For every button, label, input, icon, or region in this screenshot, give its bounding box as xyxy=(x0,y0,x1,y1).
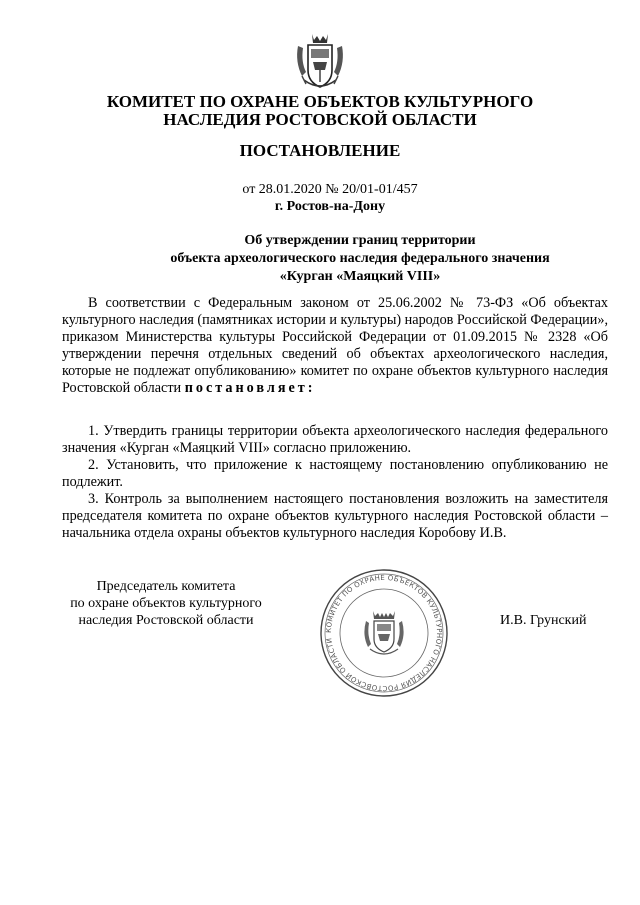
seal-ring-text: КОМИТЕТ ПО ОХРАНЕ ОБЪЕКТОВ КУЛЬТУРНОГО НАСЛЕДИЯ РОСТОВСКОЙ ОБЛАСТИ xyxy=(324,573,444,693)
signatory-position xyxy=(50,578,282,629)
resolution-item-3: 3. Контроль за выполнением настоящего постановления возложить на заместителя председателя комитета по охране объектов культурного наследия Ростовской области – начальника отдела охраны объектов культурного наследия Коробову И.В. xyxy=(62,491,608,542)
subject-line-2: объекта археологического наследия федерального значения xyxy=(170,251,550,266)
org-line-2: НАСЛЕДИЯ РОСТОВСКОЙ ОБЛАСТИ xyxy=(163,110,477,129)
resolution-item-1: 1. Утвердить границы территории объекта археологического наследия федерального значения «Курган «Маяцкий VIII» согласно приложению. xyxy=(62,423,608,457)
official-seal-icon xyxy=(318,567,450,699)
resolution-item-2: 2. Установить, что приложение к настоящему постановлению опубликованию не подлежит. xyxy=(62,457,608,491)
org-line-1: КОМИТЕТ ПО ОХРАНЕ ОБЪЕКТОВ КУЛЬТУРНОГО xyxy=(106,92,534,111)
position-line-3: наследия Ростовской области xyxy=(78,613,254,628)
intro-text: В соответствии с Федеральным законом от 25.06.2002 № 73-ФЗ «Об объектах культурного наследия (памятниках истории и культуры) народов Российской Федерации», приказом Министерства культуры Российской Федерации от 01.09.2015 № 2328 «Об утверждении перечня отдельных сведений об объектах археологического наследия, которые не подлежат опубликованию» комитет по охране объектов культурного наследия Ростовской области xyxy=(62,295,609,397)
city-line: г. Ростов-на-Дону xyxy=(274,199,386,214)
position-line-2: по охране объектов культурного xyxy=(70,596,262,611)
organization-name xyxy=(60,93,580,129)
subject-line-1: Об утверждении границ территории xyxy=(244,233,476,248)
rostov-coat-of-arms-icon xyxy=(294,30,346,92)
intro-paragraph xyxy=(62,295,608,398)
subject-heading xyxy=(100,232,620,286)
intro-keyword: постановляет: xyxy=(184,380,316,397)
signer-name: И.В. Грунский xyxy=(500,613,587,628)
date-number-line: от 28.01.2020 № 20/01-01/457 xyxy=(242,182,418,197)
document-type: ПОСТАНОВЛЕНИЕ xyxy=(239,141,401,160)
subject-line-3: «Курган «Маяцкий VIII» xyxy=(279,269,441,284)
position-line-1: Председатель комитета xyxy=(96,579,236,594)
